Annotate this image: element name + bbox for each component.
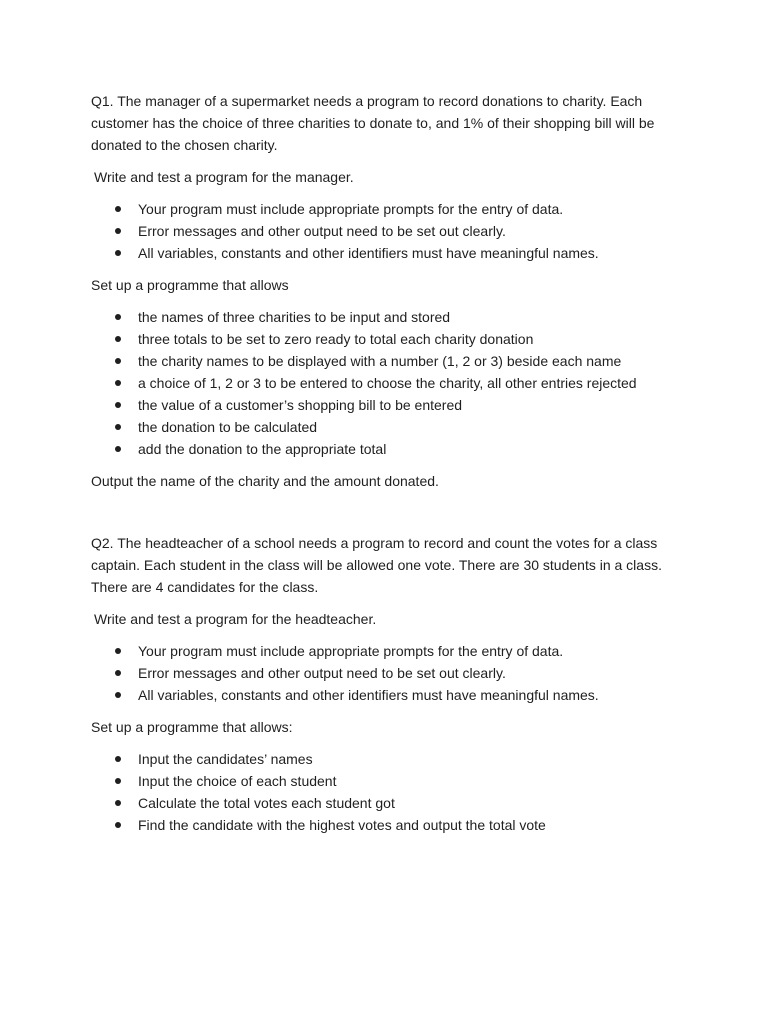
list-item-text: the donation to be calculated — [138, 419, 318, 435]
bullet-icon — [115, 822, 121, 828]
list-item-text: the names of three charities to be input and stored — [138, 309, 451, 325]
q1-instruction: Write and test a program for the manager. — [94, 169, 354, 185]
bullet-icon — [115, 228, 121, 234]
q1-tasks-list — [91, 306, 691, 460]
q1-closing: Output the name of the charity and the amount donated. — [91, 473, 439, 489]
list-item — [91, 394, 691, 416]
bullet-icon — [115, 336, 121, 342]
q2-setup-lead: Set up a programme that allows: — [91, 719, 293, 735]
list-item — [91, 770, 691, 792]
list-item — [91, 306, 691, 328]
bullet-icon — [115, 446, 121, 452]
list-item — [91, 792, 691, 814]
bullet-icon — [115, 402, 121, 408]
bullet-icon — [115, 380, 121, 386]
list-item — [91, 662, 691, 684]
q2-requirements-list — [91, 640, 691, 706]
list-item-text: Input the candidates’ names — [138, 751, 313, 767]
list-item-text: Input the choice of each student — [138, 773, 337, 789]
bullet-icon — [115, 648, 121, 654]
bullet-icon — [115, 424, 121, 430]
bullet-icon — [115, 206, 121, 212]
list-item-text: add the donation to the appropriate total — [138, 441, 387, 457]
bullet-icon — [115, 692, 121, 698]
q2-tasks-list — [91, 748, 691, 836]
question-1 — [91, 90, 691, 492]
list-item — [91, 416, 691, 438]
q1-requirements-list — [91, 198, 691, 264]
q2-intro: Q2. The headteacher of a school needs a program to record and count the votes for a class captain. Each student in the class will be allowed one vote. There are 30 students in a class. There are 4 candidates for the class. — [91, 535, 662, 595]
list-item-text: the charity names to be displayed with a number (1, 2 or 3) beside each name — [138, 353, 622, 369]
list-item-text: three totals to be set to zero ready to total each charity donation — [138, 331, 534, 347]
list-item-text: Error messages and other output need to be set out clearly. — [138, 223, 506, 239]
list-item — [91, 814, 691, 836]
q1-intro: Q1. The manager of a supermarket needs a program to record donations to charity. Each customer has the choice of three charities to donate to, and 1% of their shopping bill will be donated to the chosen charity. — [91, 93, 655, 153]
bullet-icon — [115, 314, 121, 320]
bullet-icon — [115, 670, 121, 676]
list-item — [91, 328, 691, 350]
list-item — [91, 220, 691, 242]
list-item-text: All variables, constants and other identifiers must have meaningful names. — [138, 687, 599, 703]
list-item — [91, 748, 691, 770]
question-2 — [91, 532, 691, 836]
bullet-icon — [115, 250, 121, 256]
list-item-text: All variables, constants and other identifiers must have meaningful names. — [138, 245, 599, 261]
list-item-text: the value of a customer’s shopping bill to be entered — [138, 397, 463, 413]
bullet-icon — [115, 756, 121, 762]
bullet-icon — [115, 800, 121, 806]
bullet-icon — [115, 358, 121, 364]
q1-setup-lead: Set up a programme that allows — [91, 277, 289, 293]
list-item — [91, 684, 691, 706]
list-item-text: Error messages and other output need to be set out clearly. — [138, 665, 506, 681]
document-page — [91, 90, 691, 846]
list-item — [91, 242, 691, 264]
list-item — [91, 372, 691, 394]
list-item-text: Calculate the total votes each student got — [138, 795, 395, 811]
list-item-text: Your program must include appropriate prompts for the entry of data. — [138, 201, 564, 217]
list-item — [91, 350, 691, 372]
list-item — [91, 198, 691, 220]
list-item — [91, 640, 691, 662]
bullet-icon — [115, 778, 121, 784]
list-item-text: a choice of 1, 2 or 3 to be entered to choose the charity, all other entries rejected — [138, 375, 637, 391]
list-item-text: Your program must include appropriate prompts for the entry of data. — [138, 643, 564, 659]
list-item-text: Find the candidate with the highest votes and output the total vote — [138, 817, 546, 833]
list-item — [91, 438, 691, 460]
q2-instruction: Write and test a program for the headteacher. — [94, 611, 377, 627]
